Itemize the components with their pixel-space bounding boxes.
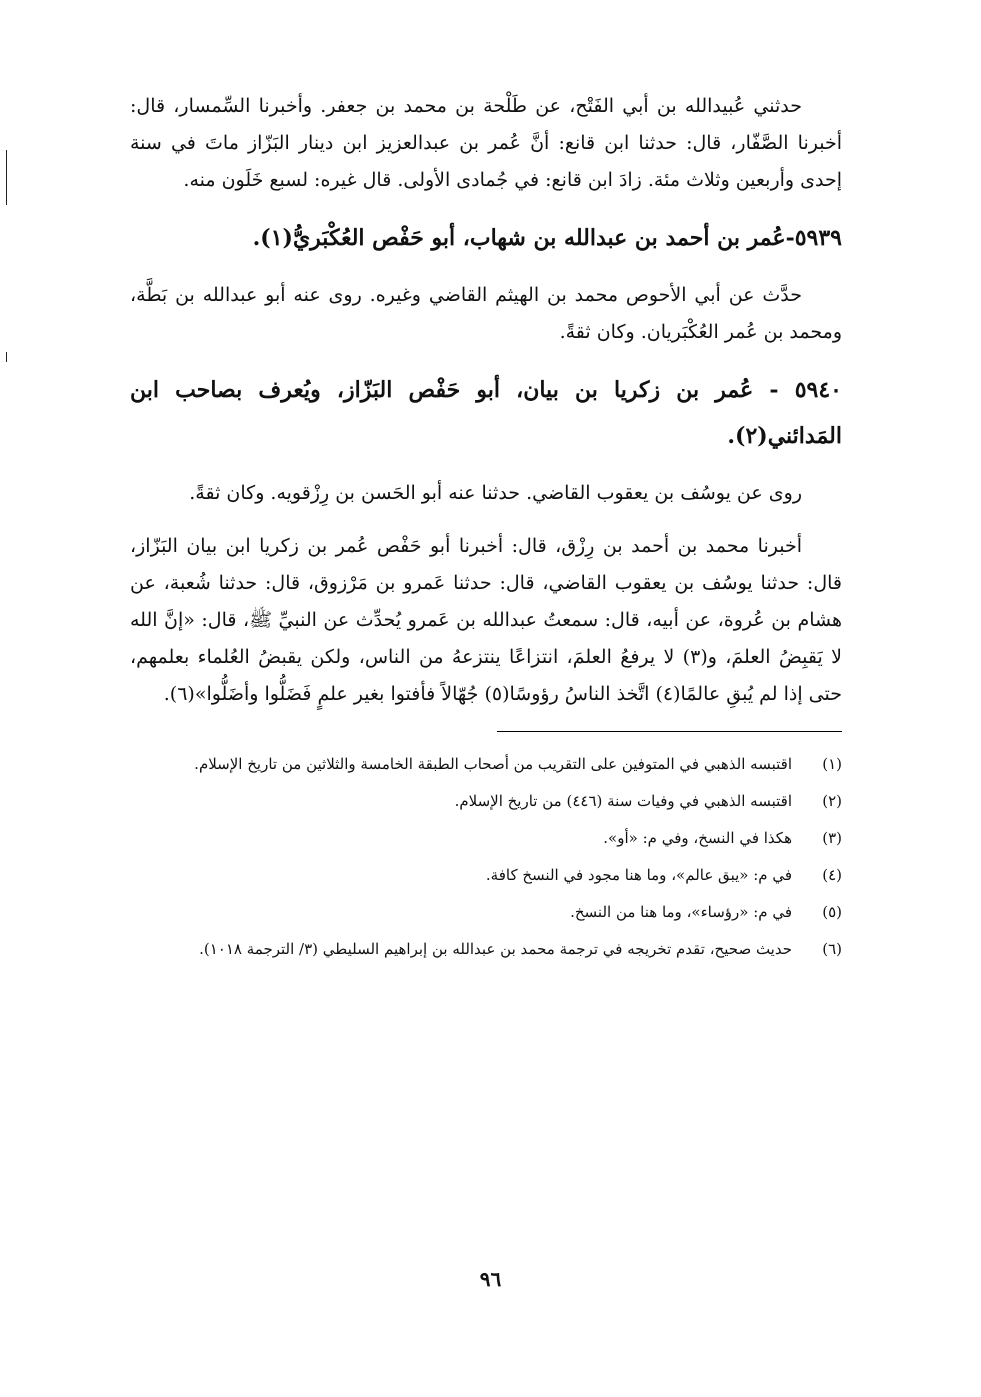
footnote-number: (٣)	[822, 829, 842, 847]
entry-body-5940-hadith: أخبرنا محمد بن أحمد بن رِزْق، قال: أخبرنا أبو حَفْص عُمر بن زكريا ابن بيان البَزّاز، قال: حدثنا يوسُف بن يعقوب القاضي، قال: حدثنا عَمرو بن مَرْزوق، قال: حدثنا شُعبة، عن هشام بن عُروة، عن أبيه، قال: سمعتُ عبدالله بن عَمرو يُحدِّث عن النبيِّ ﷺ، قال: «إنَّ الله لا يَقبِضُ العلمَ، و(٣) لا يرفعُ العلمَ، انتزاعًا ينتزعهُ من الناس، ولكن يقبضُ العُلماء بعلمهم، حتى إذا لم يُبقِ عالمًا(٤) اتَّخذ الناسُ رؤوسًا(٥) جُهّالاً فأفتوا بغير علمٍ فَضَلُّوا وأضَلُّوا»(٦).	[130, 535, 842, 705]
footnote-number: (٤)	[822, 866, 842, 884]
footnote-separator	[497, 731, 842, 732]
footnote-text: اقتبسه الذهبي في المتوفين على التقريب من أصحاب الطبقة الخامسة والثلاثين من تاريخ الإسلام.	[194, 755, 792, 773]
footnote-item	[130, 783, 842, 820]
entry-body-5939: حدَّث عن أبي الأحوص محمد بن الهيثم القاضي وغيره. روى عنه أبو عبدالله بن بَطَّة، ومحمد بن عُمر العُكْبَريان. وكان ثقةً.	[130, 284, 842, 343]
entry-heading-5940: ٥٩٤٠ - عُمر بن زكريا بن بيان، أبو حَفْص البَزّاز، ويُعرف بصاحب ابن المَدائني(٢).	[130, 377, 842, 449]
entry-body-5940-narration: روى عن يوسُف بن يعقوب القاضي. حدثنا عنه أبو الحَسن بن رِزْقويه. وكان ثقةً.	[189, 482, 802, 504]
footnote-number: (٥)	[822, 903, 842, 921]
footnote-number: (١)	[822, 755, 842, 773]
footnote-text: في م: «رؤساء»، وما هنا من النسخ.	[570, 903, 792, 921]
footnote-text: اقتبسه الذهبي في وفيات سنة (٤٤٦) من تاريخ الإسلام.	[454, 792, 792, 810]
footnote-text: حديث صحيح، تقدم تخريجه في ترجمة محمد بن عبدالله بن إبراهيم السليطي (٣/ الترجمة ١٠١٨).	[199, 940, 792, 958]
page-content	[130, 88, 842, 968]
body-paragraph: حدثني عُبيدالله بن أبي الفَتْح، عن طَلْحة بن محمد بن جعفر. وأخبرنا السِّمسار، قال: أخبرنا الصَّفّار، قال: حدثنا ابن قانع: أنَّ عُمر بن عبدالعزيز ابن دينار البَزّاز ماتَ في سنة إحدى وأربعين وثلاث مئة. زادَ ابن قانع: في جُمادى الأولى. قال غيره: لسبع خَلَون منه.	[130, 95, 842, 191]
footnote-item	[130, 746, 842, 783]
footnotes-list	[130, 746, 842, 968]
footnote-text: في م: «يبق عالم»، وما هنا مجود في النسخ كافة.	[485, 866, 792, 884]
entry-heading-5939: ٥٩٣٩-عُمر بن أحمد بن عبدالله بن شهاب، أبو حَفْص العُكْبَريُّ(١).	[252, 225, 842, 251]
footnote-text: هكذا في النسخ، وفي م: «أو».	[603, 829, 792, 847]
page-number: ٩٦	[479, 1267, 502, 1291]
footnote-item	[130, 820, 842, 857]
footnote-number: (٦)	[822, 940, 842, 958]
footnote-item	[130, 894, 842, 931]
margin-rule-mark	[6, 352, 7, 362]
margin-rule-mark	[6, 150, 7, 205]
footnote-item	[130, 857, 842, 894]
footnote-item	[130, 931, 842, 968]
footnote-number: (٢)	[822, 792, 842, 810]
